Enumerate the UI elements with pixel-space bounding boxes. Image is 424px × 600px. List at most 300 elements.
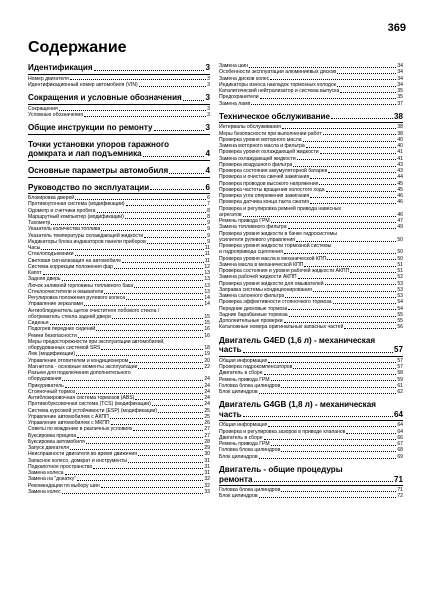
toc-entry-page: 19	[204, 351, 210, 358]
toc-entry-title-line: Проверка и регулировка ремней привода навесных	[219, 205, 342, 212]
toc-entry-title-line: Проверка уровня жидкости тормозной системы	[219, 243, 332, 250]
toc-entry	[219, 231, 403, 244]
toc-entry-title-line: и гидропривода сцепления	[219, 249, 283, 256]
toc-entry-title-line: оборудования	[28, 376, 62, 383]
toc-entry	[28, 489, 210, 495]
dot-leader	[101, 349, 203, 350]
toc-entry-title: Замена топливного фильтра	[219, 224, 287, 231]
toc-entry-page: 32	[204, 482, 210, 489]
dot-leader	[251, 104, 396, 105]
dot-leader	[135, 399, 203, 400]
toc-entry-title: Идентификационный номер автомобиля (VIN)	[28, 81, 138, 88]
dot-leader	[138, 455, 203, 456]
section-divider	[28, 193, 210, 194]
toc-entry-page: 22	[204, 363, 210, 370]
dot-leader	[128, 462, 203, 463]
toc-entry-page: 13	[204, 270, 210, 277]
section-page: 71	[393, 474, 403, 484]
dot-leader	[271, 222, 397, 223]
toc-entry-page: 11	[204, 245, 210, 252]
toc-entry-title: Предохранители	[219, 94, 259, 101]
toc-entry-page: 28	[204, 438, 210, 445]
dot-leader	[346, 433, 396, 434]
toc-entry-page: 25	[204, 407, 210, 414]
section-divider	[219, 485, 403, 486]
toc-left-column	[28, 63, 210, 495]
toc-entry-page: 24	[204, 376, 210, 383]
toc-entry-title: Часы	[28, 245, 41, 252]
toc-entry-page: 24	[204, 388, 210, 395]
dot-leader	[326, 191, 397, 192]
section-page: 57	[393, 345, 403, 355]
dot-leader	[126, 205, 207, 206]
toc-entry-page: 46	[397, 193, 403, 200]
toc-entry-page: 31	[204, 457, 210, 464]
toc-entry-page: 9	[207, 232, 210, 239]
toc-entry-title: Индикаторы блока индикаторов панели приборов	[28, 238, 146, 245]
dot-leader	[259, 393, 397, 394]
toc-entry-page: 55	[397, 311, 403, 318]
section-divider	[28, 104, 210, 105]
dot-leader	[75, 255, 204, 256]
toc-entry-page: 14	[204, 295, 210, 302]
section-title: Общие инструкции по ремонту	[28, 123, 153, 133]
dot-leader	[297, 159, 397, 160]
toc-entry-title: Система коррекции положения фар	[28, 263, 114, 270]
toc-entry-page: 24	[204, 395, 210, 402]
section-page: 64	[393, 409, 403, 419]
toc-entry-page: 8	[207, 207, 210, 214]
toc-entry-page: 13	[204, 288, 210, 295]
dot-leader	[313, 291, 397, 292]
toc-entry-title: Антиблокировочная система тормозов (ABS)	[28, 395, 135, 402]
dot-leader	[304, 266, 396, 267]
toc-entry	[219, 101, 403, 107]
section-heading-line: часть	[219, 345, 242, 355]
toc-entry-title: Каталожные номера оригинальных запасных частей	[219, 324, 344, 331]
toc-entry-page: 8	[207, 213, 210, 220]
toc-entry-title: Неисправности двигателя во время движения	[28, 451, 138, 458]
dot-leader	[183, 100, 205, 101]
toc-entry-title: Блокировка дверей	[28, 195, 75, 202]
toc-entry-title: Головка блока цилиндров	[219, 382, 281, 389]
toc-entry-page: 6	[207, 195, 210, 202]
toc-entry-page: 47	[397, 218, 403, 225]
toc-entry	[28, 112, 210, 118]
toc-entry-title: Индикаторы износа накладок тормозных колодок	[219, 81, 336, 88]
toc-entry-page: 26	[204, 420, 210, 427]
toc-entry-title: Управление отопителем и кондиционером	[28, 357, 129, 364]
toc-entry-page: 9	[207, 238, 210, 245]
toc-entry-title: Проверка уровня жидкости для омывателей	[219, 280, 324, 287]
toc-entry-page: 33	[204, 488, 210, 495]
dot-leader	[51, 224, 206, 225]
toc-entry-page: 41	[397, 155, 403, 162]
toc-entry-page: 46	[397, 199, 403, 206]
toc-entry	[219, 454, 403, 460]
section-divider	[219, 420, 403, 421]
toc-entry-page: 9	[207, 220, 210, 227]
dot-leader	[319, 184, 396, 185]
toc-entry-title: Головка блока цилиндров	[219, 447, 281, 454]
toc-entry-page: 25	[204, 413, 210, 420]
toc-entry-title: Магнитола - основные моменты эксплуатации	[28, 363, 138, 370]
toc-entry	[28, 339, 210, 352]
toc-entry-page: 71	[397, 487, 403, 494]
dot-leader	[243, 416, 393, 417]
dot-leader	[62, 280, 204, 281]
toc-entry-title: Общая информация	[219, 422, 268, 429]
toc-entry-page: 30	[204, 451, 210, 458]
toc-entry-title: Подкапотное пространство	[28, 463, 93, 470]
dot-leader	[303, 141, 397, 142]
toc-entry-title: Замена шин	[219, 63, 249, 69]
toc-entry-title: Ремни безопасности	[28, 332, 77, 339]
toc-entry-title: Противоугонная система (модификации)	[28, 201, 125, 208]
dot-leader	[340, 92, 396, 93]
dot-leader	[268, 362, 396, 363]
toc-entry-title: Ремень привода ГРМ	[219, 376, 270, 383]
dot-leader	[158, 412, 203, 413]
section-title: Идентификация	[28, 63, 93, 72]
toc-entry-title: Световая сигнализация на автомобиле	[28, 257, 122, 264]
section-heading-line: Двигатель G4ED (1,6 л) - механическая	[219, 335, 376, 345]
dot-leader	[264, 439, 397, 440]
toc-entry-title: Проверка уровня охлаждающей жидкости	[219, 149, 319, 156]
toc-entry-title: Блок цилиндров	[219, 493, 258, 500]
toc-entry-title: Замена рабочей жидкости АКПП	[219, 274, 297, 281]
toc-entry	[219, 493, 403, 499]
toc-entry-page: 13	[204, 276, 210, 283]
toc-entry-page: 61	[397, 382, 403, 389]
toc-entry-title: Люк (модификации)	[28, 351, 76, 358]
toc-entry-page: 52	[397, 274, 403, 281]
dot-leader	[112, 318, 204, 319]
toc-entry-page: 43	[397, 161, 403, 168]
toc-entry-title-line: Меры предосторожности при эксплуатации автомобилей,	[28, 338, 165, 345]
dot-leader	[78, 337, 204, 338]
section-divider	[28, 134, 210, 135]
toc-entry-page: 67	[397, 441, 403, 448]
toc-entry-page: 32	[204, 476, 210, 483]
toc-entry-page: 11	[204, 257, 210, 264]
section-page: 6	[205, 182, 210, 192]
dot-leader	[264, 374, 397, 375]
dot-leader	[59, 110, 206, 111]
dot-leader	[138, 368, 203, 369]
section-heading-row	[219, 475, 403, 485]
dot-leader	[77, 480, 203, 481]
dot-leader	[320, 153, 397, 154]
toc-entry-page: 57	[397, 364, 403, 371]
toc-entry-title: Проверка состояния и уровня рабочей жидкости АКПП	[219, 268, 350, 275]
toc-entry-title: Одометр и счетчики пробега	[28, 207, 96, 214]
toc-entry-title-line: обогреватель стекла задней двери	[28, 313, 111, 320]
toc-right-column	[219, 63, 403, 500]
toc-entry-title: Стеклоочистители и омыватели	[28, 288, 104, 295]
toc-entry-title: Задняя дверь	[28, 276, 61, 283]
dot-leader	[169, 173, 204, 174]
toc-entry-page: 14	[204, 301, 210, 308]
toc-entry-title: Проверка гидрокомпенсаторов	[219, 364, 293, 371]
toc-entry-title: Рекомендации по выбору шин	[28, 482, 100, 489]
toc-entry-page: 20	[204, 357, 210, 364]
section-page: 3	[205, 63, 210, 72]
toc-entry-page: 31	[204, 463, 210, 470]
section-page: 3	[205, 123, 210, 133]
toc-entry-title: Блок цилиндров	[219, 453, 258, 460]
dot-leader	[259, 497, 397, 498]
dot-leader	[288, 228, 397, 229]
section-page: 3	[205, 93, 210, 103]
dot-leader	[254, 481, 393, 482]
section-title: Сокращения и условные обозначения	[28, 93, 182, 103]
toc-entry-title: Проверка и очистка свечей зажигания	[219, 174, 310, 181]
toc-entry-title: Общая информация	[219, 357, 268, 364]
toc-entry-title: Замена охлаждающей жидкости	[219, 155, 296, 162]
section-heading	[28, 63, 210, 73]
toc-entry-page: 50	[397, 255, 403, 262]
dot-leader	[76, 355, 203, 356]
dot-leader	[323, 134, 397, 135]
toc-entry-page: 34	[397, 81, 403, 88]
toc-entry-title: Проверка частоты вращения холостого хода	[219, 186, 325, 193]
toc-entry-title: Блок цилиндров	[219, 389, 258, 396]
toc-entry-page: 44	[397, 174, 403, 181]
section-heading-row	[219, 410, 403, 420]
toc-entry-page: 64	[397, 428, 403, 435]
toc-entry-title: Замена колес	[28, 488, 61, 495]
toc-entry-page: 29	[204, 445, 210, 452]
dot-leader	[65, 387, 204, 388]
section-heading	[28, 93, 210, 103]
section-divider	[28, 74, 210, 75]
toc-entry-page: 9	[207, 226, 210, 233]
toc-entry-page: 55	[397, 318, 403, 325]
toc-entry-title: Проверка уровня моторного масла	[219, 136, 302, 143]
dot-leader	[152, 405, 203, 406]
toc-entry-title: Замена масла в механической КПП	[219, 261, 304, 268]
toc-entry-title: Проверка и регулировка зазоров в приводе клапанов	[219, 428, 346, 435]
toc-entry-page: 54	[397, 305, 403, 312]
section-divider	[28, 177, 210, 178]
toc-entry-title-line: оборудованных системой SRS	[28, 345, 101, 352]
toc-entry-title-line: Антиобледенитель щеток очистителя лобового стекла /	[28, 307, 160, 314]
toc-entry-title: Прикуриватель	[28, 382, 64, 389]
toc-entry-title: Замена дисков колес	[219, 75, 270, 82]
toc-entry-page: 16	[204, 332, 210, 339]
toc-entry	[28, 370, 210, 383]
section-divider	[219, 122, 403, 123]
dot-leader	[62, 493, 204, 494]
dot-leader	[76, 393, 203, 394]
dot-leader	[94, 70, 205, 71]
dot-leader	[139, 86, 206, 87]
toc-entry-title: Проверка датчика конца такта сжатия	[219, 199, 310, 206]
toc-entry-title: Проверка воздушного фильтра	[219, 161, 293, 168]
toc-entry-page: 69	[397, 453, 403, 460]
toc-entry-page: 34	[397, 75, 403, 82]
toc-entry	[219, 206, 403, 219]
section-heading-line: ремонта	[219, 474, 253, 484]
toc-entry-title: Проверка состояния аккумуляторной батареи	[219, 168, 328, 175]
dot-leader	[328, 172, 396, 173]
toc-entry-title: Проверка угла опережения зажигания	[219, 193, 310, 200]
dot-leader	[337, 73, 396, 74]
dot-leader	[70, 449, 203, 450]
toc-entry-title: Управление автомобилем с МКПП	[28, 420, 110, 427]
toc-entry-page: 3	[207, 81, 210, 88]
dot-leader	[310, 178, 396, 179]
toc-entry-title: Передние дисковые тормоза	[219, 305, 288, 312]
toc-entry-page: 43	[397, 168, 403, 175]
dot-leader	[101, 230, 206, 231]
dot-leader	[97, 212, 207, 213]
toc-entry-page: 35	[397, 88, 403, 94]
toc-entry-title: Интервалы обслуживания	[219, 124, 281, 131]
dot-leader	[93, 468, 203, 469]
section-heading	[219, 465, 403, 484]
toc-entry-title: Запасное колесо, домкрат и инструменты	[28, 457, 128, 464]
toc-entry-page: 50	[397, 236, 403, 243]
dot-leader	[122, 262, 204, 263]
dot-leader	[84, 305, 203, 306]
toc-entry-title: Дополнительные проверки	[219, 318, 283, 325]
dot-leader	[77, 437, 203, 438]
dot-leader	[310, 197, 396, 198]
dot-leader	[333, 303, 397, 304]
toc-entry-title: Каталитический нейтрализатор и система выпуска	[219, 88, 340, 94]
toc-entry-page: 41	[397, 149, 403, 156]
section-heading	[28, 140, 210, 159]
toc-entry-title: Замена салонного фильтра	[219, 293, 285, 300]
dot-leader	[282, 128, 396, 129]
dot-leader	[111, 424, 204, 425]
toc-entry-title: Капот	[28, 270, 42, 277]
toc-entry-page: 57	[397, 357, 403, 364]
toc-entry-page: 34	[397, 63, 403, 69]
section-heading	[219, 336, 403, 355]
toc-entry-page: 72	[397, 493, 403, 500]
dot-leader	[249, 67, 396, 68]
dot-leader	[243, 352, 393, 353]
section-page: 4	[205, 149, 210, 159]
toc-entry-title: Указатель количества топлива	[28, 226, 101, 233]
toc-entry-page: 38	[397, 124, 403, 131]
section-heading-line: Точки установки упоров гаражного	[28, 139, 170, 149]
toc-entry-title: Тахометр	[28, 220, 51, 227]
dot-leader	[110, 418, 204, 419]
toc-entry-page: 3	[207, 105, 210, 112]
toc-entry-title: Стояночный тормоз	[28, 388, 76, 395]
section-title: Руководство по эксплуатации	[28, 182, 150, 192]
toc-entry-page: 13	[204, 282, 210, 289]
page-number: 369	[387, 22, 406, 34]
toc-entry-title-line: усилителя рулевого управления	[219, 236, 296, 243]
dot-leader	[331, 118, 393, 119]
dot-leader	[144, 237, 206, 238]
dot-leader	[325, 284, 397, 285]
toc-entry-page: 45	[397, 186, 403, 193]
toc-entry-title: Проверка эффективности стояночного тормоза	[219, 299, 332, 306]
toc-entry-page: 3	[207, 75, 210, 82]
toc-entry-title: Проверка уровня масла в механической КПП	[219, 255, 327, 262]
dot-leader	[43, 274, 204, 275]
toc-entry-page: 38	[397, 130, 403, 137]
section-title: Техническое обслуживание	[219, 111, 330, 121]
toc-entry-title: Указатель температуры охлаждающей жидкости	[28, 232, 144, 239]
toc-entry-title: Буксировка автомобиля	[28, 438, 85, 445]
toc-entry-title: Номер двигателя	[28, 75, 69, 82]
toc-entry-page: 49	[397, 224, 403, 231]
dot-leader	[268, 426, 396, 427]
toc-entry	[28, 82, 210, 88]
toc-entry-title: Противобуксовочная система (TCS) (модификации)	[28, 401, 151, 408]
section-heading-line: Двигатель G4GB (1,8 л) - механическая	[219, 400, 376, 410]
toc-entry-title-line: Разъем для подключения дополнительного	[28, 370, 131, 377]
dot-leader	[101, 487, 204, 488]
dot-leader	[337, 86, 396, 87]
dot-leader	[70, 79, 206, 80]
toc-entry-title: Особенности эксплуатации алюминиевых дисков	[219, 69, 337, 76]
dot-leader	[281, 491, 396, 492]
toc-entry-page: 7	[207, 201, 210, 208]
toc-entry-page: 15	[204, 313, 210, 320]
dot-leader	[296, 241, 396, 242]
dot-leader	[133, 430, 203, 431]
toc-entry-page: 62	[397, 389, 403, 396]
dot-leader	[284, 322, 397, 323]
toc-entry-title: Маршрутный компьютер (модификации)	[28, 213, 124, 220]
toc-entry-title: Ремень привода ГРМ	[219, 441, 270, 448]
toc-entry-title-line: агрегатов	[219, 211, 242, 218]
dot-leader	[126, 299, 203, 300]
section-heading	[219, 400, 403, 419]
dot-leader	[350, 272, 396, 273]
toc-entry	[219, 243, 403, 256]
toc-entry-title: Проверка проводов высокого напряжения	[219, 180, 319, 187]
page-title: Содержание	[28, 39, 127, 56]
toc-entry-title: Задние барабанные тормоза	[219, 311, 288, 318]
toc-entry-title: Подогрев передних сидений	[28, 326, 96, 333]
dot-leader	[75, 199, 206, 200]
dot-leader	[327, 259, 396, 260]
section-title: Основные параметры автомобиля	[28, 165, 169, 175]
dot-leader	[289, 316, 397, 317]
toc-entry	[28, 308, 210, 321]
dot-leader	[104, 293, 203, 294]
toc-entry-title: Замена ламп	[219, 100, 251, 107]
dot-leader	[84, 116, 206, 117]
toc-entry-page: 53	[397, 286, 403, 293]
section-heading-row	[219, 345, 403, 355]
toc-entry-page: 16	[204, 326, 210, 333]
section-heading	[28, 166, 210, 176]
toc-entry-page: 51	[397, 261, 403, 268]
section-heading	[28, 123, 210, 133]
dot-leader	[281, 387, 396, 388]
toc-entry-title: Стеклоподъемники	[28, 251, 74, 258]
dot-leader	[310, 203, 396, 204]
toc-entry-title: Буксировка прицепа	[28, 432, 77, 439]
dot-leader	[284, 253, 396, 254]
dot-leader	[285, 297, 396, 298]
toc-entry-page: 12	[204, 263, 210, 270]
dot-leader	[134, 287, 203, 288]
toc-entry-page: 53	[397, 293, 403, 300]
section-heading-line: часть	[219, 409, 242, 419]
dot-leader	[96, 330, 203, 331]
